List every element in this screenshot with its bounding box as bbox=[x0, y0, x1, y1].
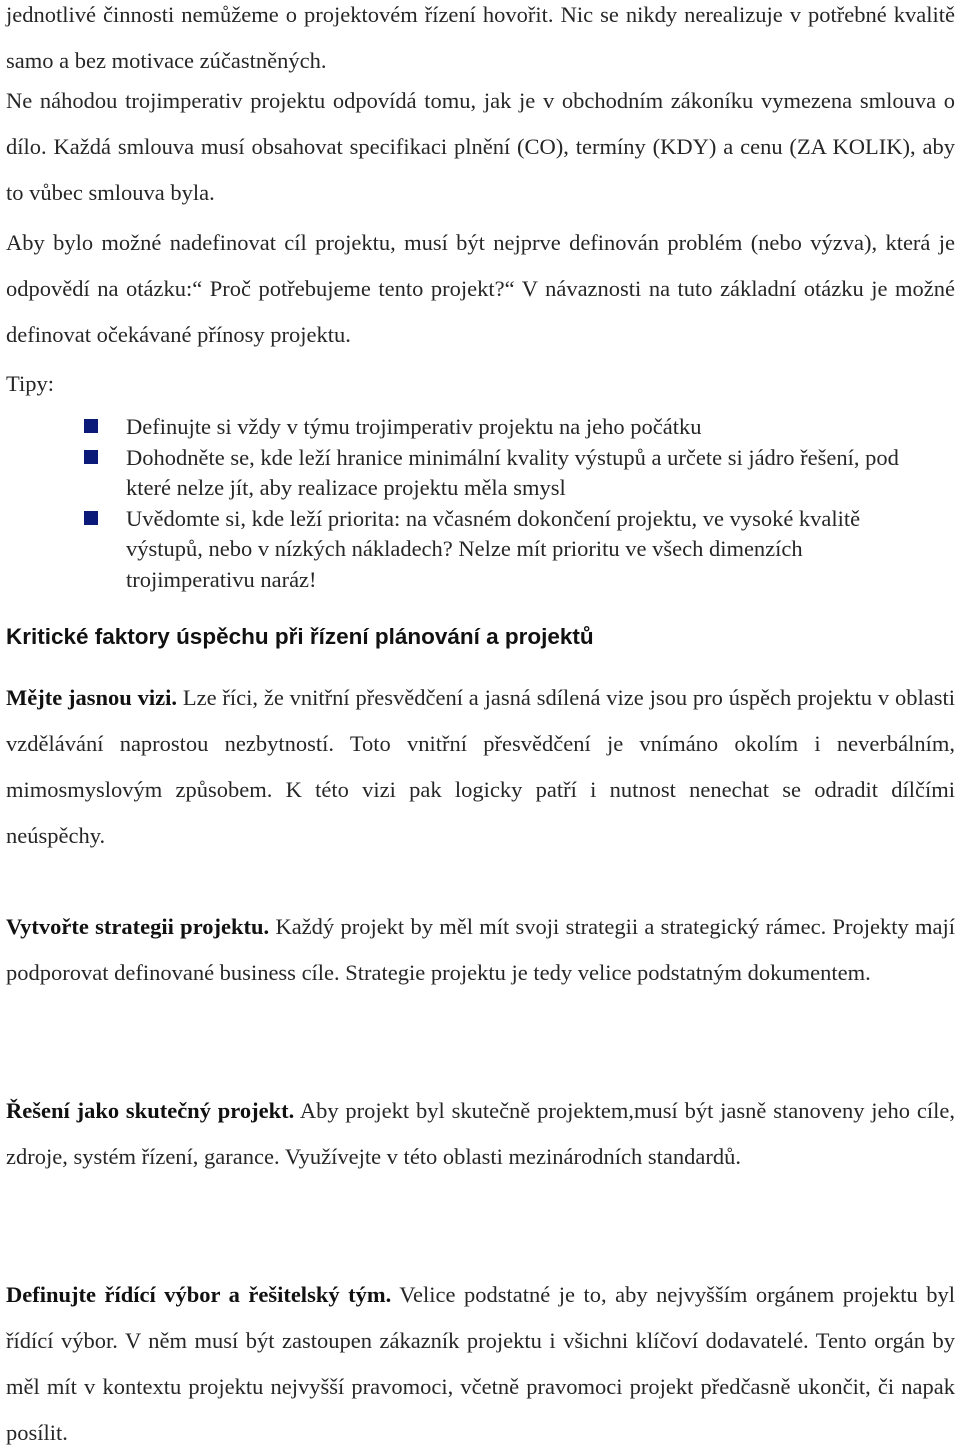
factor-text: Aby projekt byl skutečně projektem,musí být jasně stanoveny jeho cíle, zdroje, systém řízení, garance. Využívejte v této oblasti mezinárodních standardů. bbox=[6, 1098, 955, 1169]
factor-paragraph bbox=[6, 904, 955, 996]
tip-item bbox=[84, 412, 934, 443]
section-heading: Kritické faktory úspěchu při řízení plánování a projektů bbox=[6, 624, 594, 649]
factor-paragraph bbox=[6, 1088, 955, 1180]
tips-label: Tipy: bbox=[6, 371, 54, 396]
tip-text: Uvědomte si, kde leží priorita: na včasném dokončení projektu, ve vysoké kvalitě výstupů, nebo v nízkých nákladech? Nelze mít prioritu ve všech dimenzích trojimperativu naráz! bbox=[126, 505, 861, 592]
factor-paragraph bbox=[6, 1272, 955, 1456]
factor-paragraph bbox=[6, 675, 955, 859]
square-bullet-icon bbox=[84, 419, 98, 433]
intro-paragraph-2: Ne náhodou trojimperativ projektu odpovídá tomu, jak je v obchodním zákoníku vymezena smlouva o dílo. Každá smlouva musí obsahovat specifikaci plnění (CO), termíny (KDY) a cenu (ZA KOLIK), aby to vůbec smlouva byla. bbox=[6, 88, 955, 205]
tips-list bbox=[84, 412, 934, 595]
factor-title: Řešení jako skutečný projekt. bbox=[6, 1098, 295, 1123]
tip-item bbox=[84, 443, 934, 504]
square-bullet-icon bbox=[84, 511, 98, 525]
factor-title: Definujte řídící výbor a řešitelský tým. bbox=[6, 1282, 392, 1307]
intro-paragraph-3: Aby bylo možné nadefinovat cíl projektu, musí být nejprve definován problém (nebo výzva), která je odpovědí na otázku:“ Proč potřebujeme tento projekt?“ V návaznosti na tuto základní otázku je možné definovat očekávané přínosy projektu. bbox=[6, 230, 955, 347]
tip-item bbox=[84, 504, 934, 596]
tip-text: Definujte si vždy v týmu trojimperativ projektu na jeho počátku bbox=[126, 414, 702, 439]
factor-text: Každý projekt by měl mít svoji strategii a strategický rámec. Projekty mají podporovat definované business cíle. Strategie projektu je tedy velice podstatným dokumentem. bbox=[6, 914, 956, 985]
square-bullet-icon bbox=[84, 450, 98, 464]
factor-text: Velice podstatné je to, aby nejvyšším orgánem projektu byl řídící výbor. V něm musí být zastoupen zákazník projektu i všichni klíčoví dodavatelé. Tento orgán by měl mít v kontextu projektu nejvyšší pravomoci, včetně pravomoci projekt předčasně ukončit, či napak posílit. bbox=[6, 1282, 955, 1445]
tip-text: Dohodněte se, kde leží hranice minimální kvality výstupů a určete si jádro řešení, pod které nelze jít, aby realizace projektu měla smysl bbox=[126, 444, 899, 500]
factor-title: Mějte jasnou vizi. bbox=[6, 685, 178, 710]
factor-text: Lze říci, že vnitřní přesvědčení a jasná sdílená vize jsou pro úspěch projektu v oblasti vzdělávání naprostou nezbytností. Toto vnitřní přesvědčení je vnímáno okolím i neverbálním, mimosmyslovým způsobem. K této vizi pak logicky patří i nutnost nenechat se odradit dílčími neúspěchy. bbox=[6, 685, 955, 848]
intro-paragraph-1: jednotlivé činnosti nemůžeme o projektovém řízení hovořit. Nic se nikdy nerealizuje v potřebné kvalitě samo a bez motivace zúčastněných. bbox=[6, 2, 955, 73]
factor-title: Vytvořte strategii projektu. bbox=[6, 914, 270, 939]
